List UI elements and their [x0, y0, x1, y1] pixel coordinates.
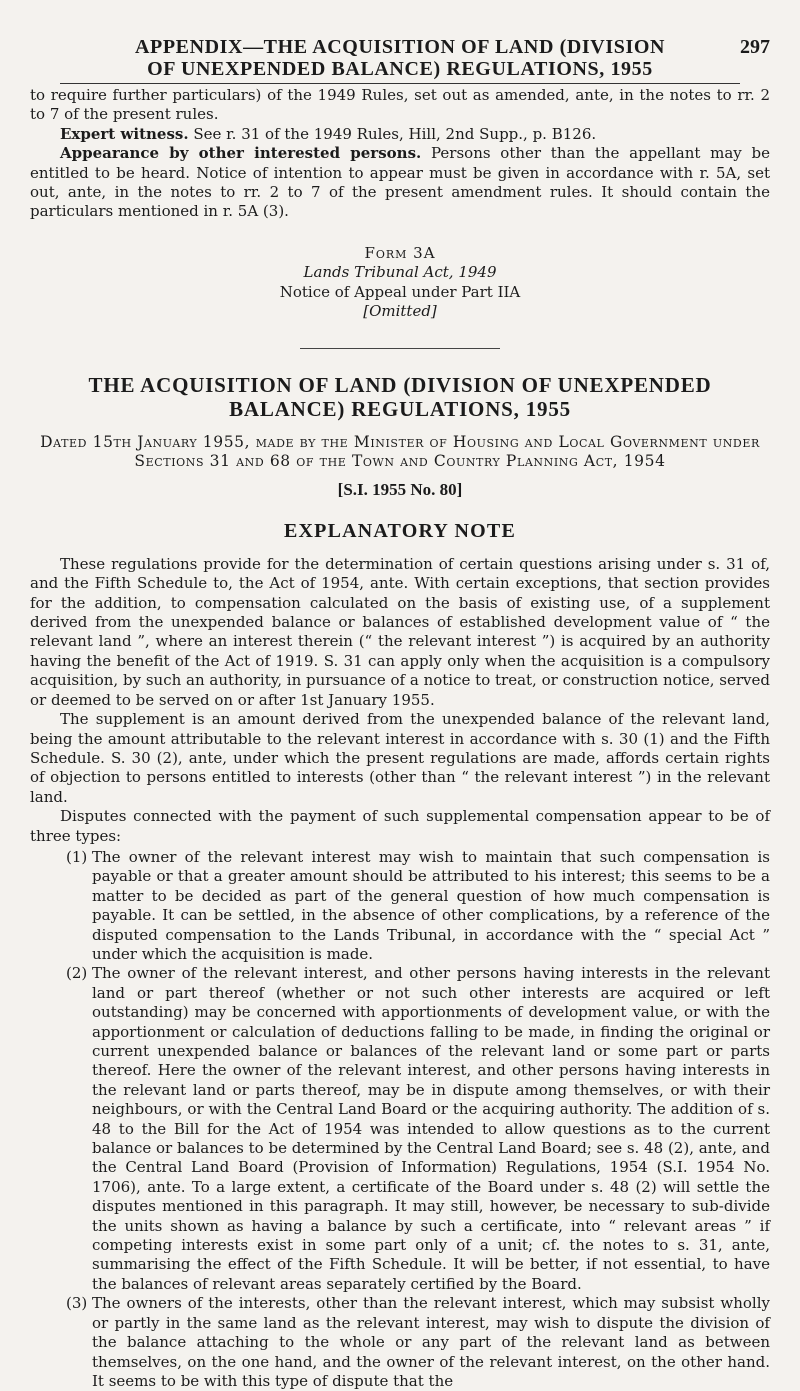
form-omitted: [Omitted] [363, 302, 437, 321]
expert-witness-text: See r. 31 of the 1949 Rules, Hill, 2nd Supp., p. B126. [193, 124, 597, 143]
form-3a-block [30, 244, 770, 322]
form-title: Form 3A [364, 243, 436, 262]
expert-witness-paragraph [30, 125, 770, 144]
expert-witness-heading: Expert witness. [60, 124, 189, 143]
item-text: The owner of the relevant interest, and other persons having interests in the relevant land or part thereof (whether or not such other interests are acquired or left outstanding) may be concerned with apportionments of development value, or with the apportionment or calculation of deductions falling to be made, in finding the original or current unexpended balance or balances of the relevant land or some part or parts thereof. Here the owner of the relevant interest, and other persons having interests in the relevant land or parts thereof, may be in dispute among themselves, or with their neighbours, or with the Central Land Board or the acquiring authority. The addition of s. 48 to the Bill for the Act of 1954 was intended to allow questions as to the current balance or balances to be determined by the Central Land Board; see s. 48 (2), ante, and the Central Land Board (Provision of Information) Regulations, 1954 (S.I. 1954 No. 1706), ante. To a large extent, a certificate of the Board under s. 48 (2) will settle the disputes mentioned in this paragraph. It may still, however, be necessary to sub-divide the units shown as having a balance by such a certificate, into “ relevant areas ” if competing interests exist in some part only of a unit; cf. the notes to s. 31, ante, summarising the effect of the Fifth Schedule. It will be better, if not essential, to have the balances of relevant areas separately certified by the Board. [92, 964, 770, 1293]
explanatory-note-heading: EXPLANATORY NOTE [283, 519, 517, 542]
running-head-line-1: APPENDIX—THE ACQUISITION OF LAND (DIVISION [134, 36, 666, 58]
item-number: (2) [66, 964, 88, 983]
form-act: Lands Tribunal Act, 1949 [303, 263, 497, 282]
page-number: 297 [740, 36, 770, 58]
explanatory-paragraph: These regulations provide for the determination of certain questions arising under s. 31 of, and the Fifth Schedule to, the Act of 1954, ante. With certain exceptions, that section provides for the addition, to compensation calculated on the basis of existing use, of a supplement derived from the unexpended balance or balances of established development value of “ the relevant land ”, where an interest therein (“ the relevant interest ”) is acquired by an authority having the benefit of the Act of 1919. S. 31 can apply only when the acquisition is a compulsory acquisition, by such an authority, in pursuance of a notice to treat, or construction notice, served or deemed to be served on or after 1st January 1955. [30, 554, 770, 709]
item-text: The owner of the relevant interest may wish to maintain that such compensation is payable or that a greater amount should be attributed to his interest; this seems to be a matter to be decided as part of the general question of how much compensation is payable. It can be settled, in the absence of other complications, by a reference of the disputed compensation to the Lands Tribunal, in accordance with the “ special Act ” under which the acquisition is made. [92, 847, 770, 963]
explanatory-paragraph: The supplement is an amount derived from the unexpended balance of the relevant land, being the amount attributable to the relevant interest in accordance with s. 30 (1) and the Fifth Schedule. S. 30 (2), ante, under which the present regulations are made, affords certain rights of objection to persons entitled to interests (other than “ the relevant interest ”) in the relevant land. [30, 710, 770, 806]
dated-line: Dated 15th January 1955, made by the Minister of Housing and Local Government under Sections 31 and 68 of the Town and Country Planning Act, 1954 [40, 432, 760, 471]
numbered-item [30, 848, 770, 964]
continuation-paragraph: to require further particulars) of the 1949 Rules, set out as amended, ante, in the notes to rr. 2 to 7 of the present rules. [30, 86, 770, 124]
regulations-title: THE ACQUISITION OF LAND (DIVISION OF UNEXPENDED BALANCE) REGULATIONS, 1955 [88, 372, 712, 421]
statutory-instrument-number: [S.I. 1955 No. 80] [337, 479, 463, 499]
section-divider [300, 348, 500, 349]
appearance-heading: Appearance by other interested persons. [60, 144, 422, 163]
form-notice: Notice of Appeal under Part IIA [279, 282, 521, 301]
appearance-text: Persons other than the appellant may be entitled to be heard. Notice of intention to appear must be given in accordance with r. 5A, set out, ante, in the notes to rr. 2 to 7 of the present amendment rules. It should contain the particulars mentioned in r. 5A (3). [30, 144, 770, 221]
numbered-item [30, 1294, 770, 1391]
item-text: The owners of the interests, other than the relevant interest, which may subsist wholly or partly in the same land as the relevant interest, may wish to dispute the division of the balance attaching to the whole or any part of the relevant land as between themselves, on the one hand, and the owner of the relevant interest, on the other hand. It seems to be with this type of dispute that the [92, 1294, 770, 1390]
header-rule [60, 83, 740, 84]
appearance-paragraph [30, 144, 770, 222]
running-head-line-2: OF UNEXPENDED BALANCE) REGULATIONS, 1955 [147, 58, 653, 80]
running-head [30, 36, 770, 80]
numbered-item [30, 964, 770, 1294]
explanatory-paragraph: Disputes connected with the payment of such supplemental compensation appear to be of three types: [30, 807, 770, 845]
item-number: (1) [66, 847, 88, 866]
document-page [0, 36, 800, 1390]
item-number: (3) [66, 1294, 88, 1313]
